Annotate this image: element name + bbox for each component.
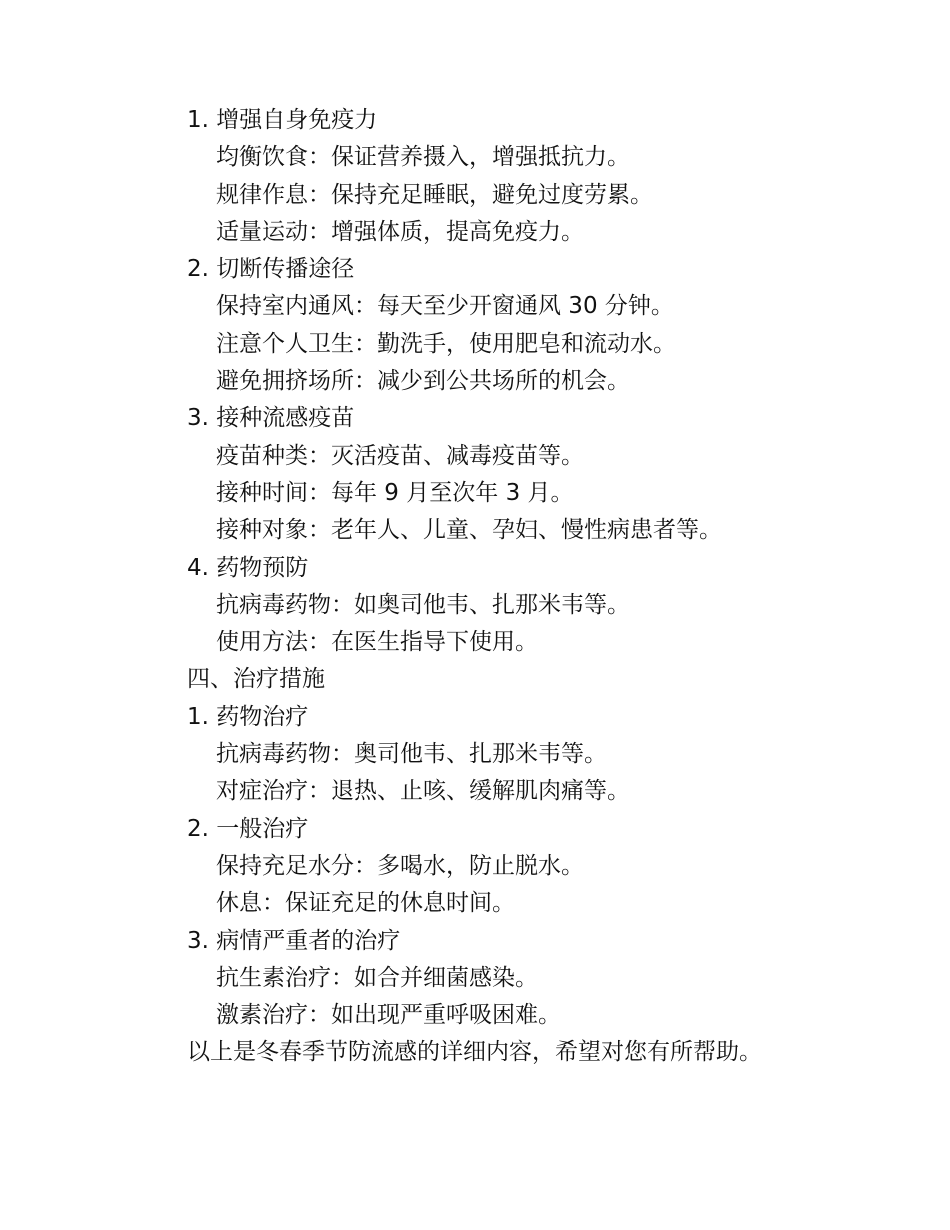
section-heading: 1. 增强自身免疫力 [187,107,378,133]
list-item: 抗病毒药物：奥司他韦、扎那米韦等。 [216,741,607,768]
list-item: 使用方法：在医生指导下使用。 [216,629,538,656]
list-item: 接种时间：每年 9 月至次年 3 月。 [216,479,574,506]
list-item: 对症治疗：退热、止咳、缓解肌肉痛等。 [216,778,630,805]
section-heading: 四、治疗措施 [187,666,325,693]
list-item: 保持室内通风：每天至少开窗通风 30 分钟。 [216,293,674,320]
section-heading: 1. 药物治疗 [187,703,309,730]
list-item: 疫苗种类：灭活疫苗、减毒疫苗等。 [216,442,584,469]
section-heading: 以上是冬春季节防流感的详细内容，希望对您有所帮助。 [187,1039,762,1066]
list-item: 抗病毒药物：如奥司他韦、扎那米韦等。 [216,591,630,618]
section-heading: 4. 药物预防 [187,554,309,581]
list-item: 接种对象：老年人、儿童、孕妇、慢性病患者等。 [216,517,722,544]
list-item: 适量运动：增强体质，提高免疫力。 [216,218,584,245]
section-heading: 2. 一般治疗 [187,815,309,842]
list-item: 抗生素治疗：如合并细菌感染。 [216,964,538,991]
list-item: 保持充足水分：多喝水，防止脱水。 [216,852,584,879]
list-item: 避免拥挤场所：减少到公共场所的机会。 [216,368,630,395]
list-item: 均衡饮食：保证营养摄入，增强抵抗力。 [216,144,630,171]
list-item: 注意个人卫生：勤洗手，使用肥皂和流动水。 [216,330,676,357]
list-item: 规律作息：保持充足睡眠，避免过度劳累。 [216,181,653,208]
section-heading: 2. 切断传播途径 [187,256,355,283]
list-item: 激素治疗：如出现严重呼吸困难。 [216,1002,561,1029]
section-heading: 3. 接种流感疫苗 [187,405,355,432]
document-body [187,102,887,1072]
section-heading: 3. 病情严重者的治疗 [187,927,401,954]
list-item: 休息：保证充足的休息时间。 [216,890,515,917]
